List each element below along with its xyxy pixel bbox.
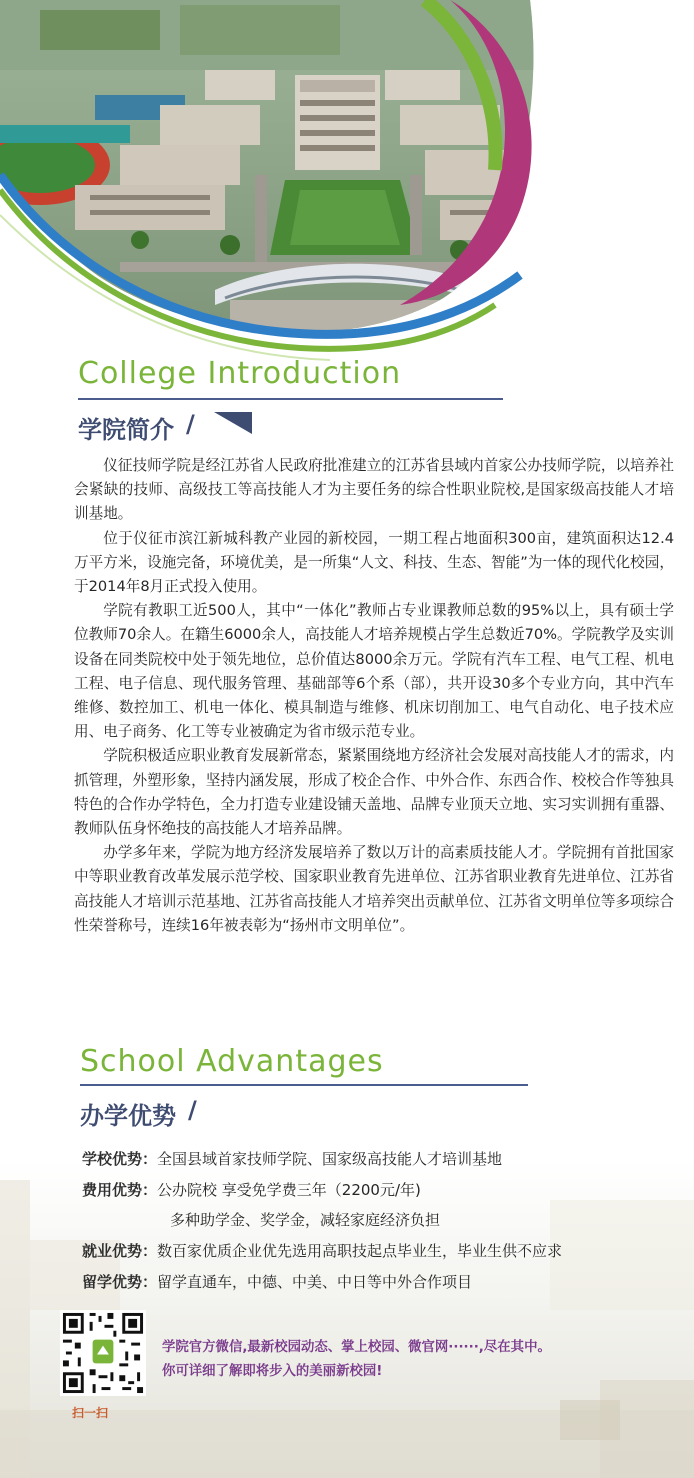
advantage-row: [82, 1147, 682, 1171]
qr-code-icon[interactable]: [60, 1310, 146, 1396]
intro-paragraph-5: 办学多年来，学院为地方经济发展培养了数以万计的高素质技能人才。学院拥有首批国家中等职业教育改革发展示范学校、国家职业教育先进单位、江苏省职业教育先进单位、江苏省高技能人才培训示范基地、江苏省高技能人才培养突出贡献单位、江苏省文明单位等多项综合性荣誉称号，连续16年被表彰为“扬州市文明单位”。: [74, 844, 674, 934]
advantage-value: 多种助学金、奖学金，减轻家庭经济负担: [170, 1211, 441, 1229]
advantage-row: [170, 1208, 694, 1232]
advantage-value: 全国县域首家技师学院、国家级高技能人才培训基地: [157, 1150, 503, 1168]
hero-campus-photo: [0, 0, 694, 370]
advantages-title-rule: [80, 1084, 528, 1086]
advantage-key: 留学优势：: [82, 1273, 158, 1291]
campus-aerial-illustration: [0, 0, 694, 370]
advantage-key: 学校优势：: [82, 1150, 158, 1168]
intro-paragraph-1: 仪征技师学院是经江苏省人民政府批准建立的江苏省县域内首家公办技师学院，以培养社会紧缺的技师、高级技工等高技能人才为主要任务的综合性职业院校,是国家级高技能人才培训基地。: [74, 457, 674, 523]
intro-title-slash: /: [186, 410, 195, 438]
advantage-row: [82, 1270, 682, 1294]
wechat-line-2: 你可详细了解即将步入的美丽新校园!: [162, 1364, 383, 1379]
flag-icon: [214, 412, 252, 434]
advantage-value: 留学直通车，中德、中美、中日等中外合作项目: [157, 1273, 473, 1291]
advantages-title-slash: /: [188, 1096, 197, 1124]
scan-label: 扫一扫: [72, 1406, 109, 1420]
advantage-value: 公办院校 享受免学费三年（2200元/年): [157, 1181, 421, 1199]
intro-body: [74, 454, 674, 938]
advantage-row: [82, 1239, 682, 1263]
intro-paragraph-2: 位于仪征市滨江新城科教产业园的新校园，一期工程占地面积300亩，建筑面积达12.4万平方米，设施完备，环境优美，是一所集“人文、科技、生态、智能”为一体的现代化校园，于2014年8月正式投入使用。: [74, 529, 674, 596]
intro-english-title: College Introduction: [78, 356, 402, 391]
intro-chinese-title: 学院简介: [78, 416, 174, 444]
intro-paragraph-3: 学院有教职工近500人，其中“一体化”教师占专业课教师总数的95%以上，具有硕士学位教师70余人。在籍生6000余人，高技能人才培养规模占学生总数近70%。学院教学及实训设备在同类院校中处于领先地位，总价值达8000余万元。学院有汽车工程、电气工程、机电工程、电子信息、现代服务管理、基础部等6个系（部），共开设30多个专业方向，其中汽车维修、数控加工、机电一体化、模具制造与维修、机床切削加工、电气自动化、电子技术应用、电子商务、化工等专业被确定为省市级示范专业。: [74, 602, 674, 741]
advantage-key: 就业优势：: [82, 1242, 158, 1260]
wechat-line-1: 学院官方微信,最新校园动态、掌上校园、微官网······,尽在其中。: [162, 1340, 551, 1355]
advantage-key: 费用优势：: [82, 1181, 158, 1199]
intro-title-rule: [78, 398, 503, 400]
advantage-row: [82, 1178, 682, 1202]
intro-paragraph-4: 学院积极适应职业教育发展新常态，紧紧围绕地方经济社会发展对高技能人才的需求，内抓管理，外塑形象，坚持内涵发展，形成了校企合作、中外合作、东西合作、校校合作等独具特色的合作办学特色，全力打造专业建设铺天盖地、品牌专业顶天立地、实习实训拥有重器、教师队伍身怀绝技的高技能人才培养品牌。: [74, 747, 674, 838]
advantages-chinese-title: 办学优势: [80, 1102, 176, 1130]
advantage-value: 数百家优质企业优先选用高职技起点毕业生，毕业生供不应求: [157, 1242, 563, 1260]
advantages-english-title: School Advantages: [80, 1044, 384, 1079]
